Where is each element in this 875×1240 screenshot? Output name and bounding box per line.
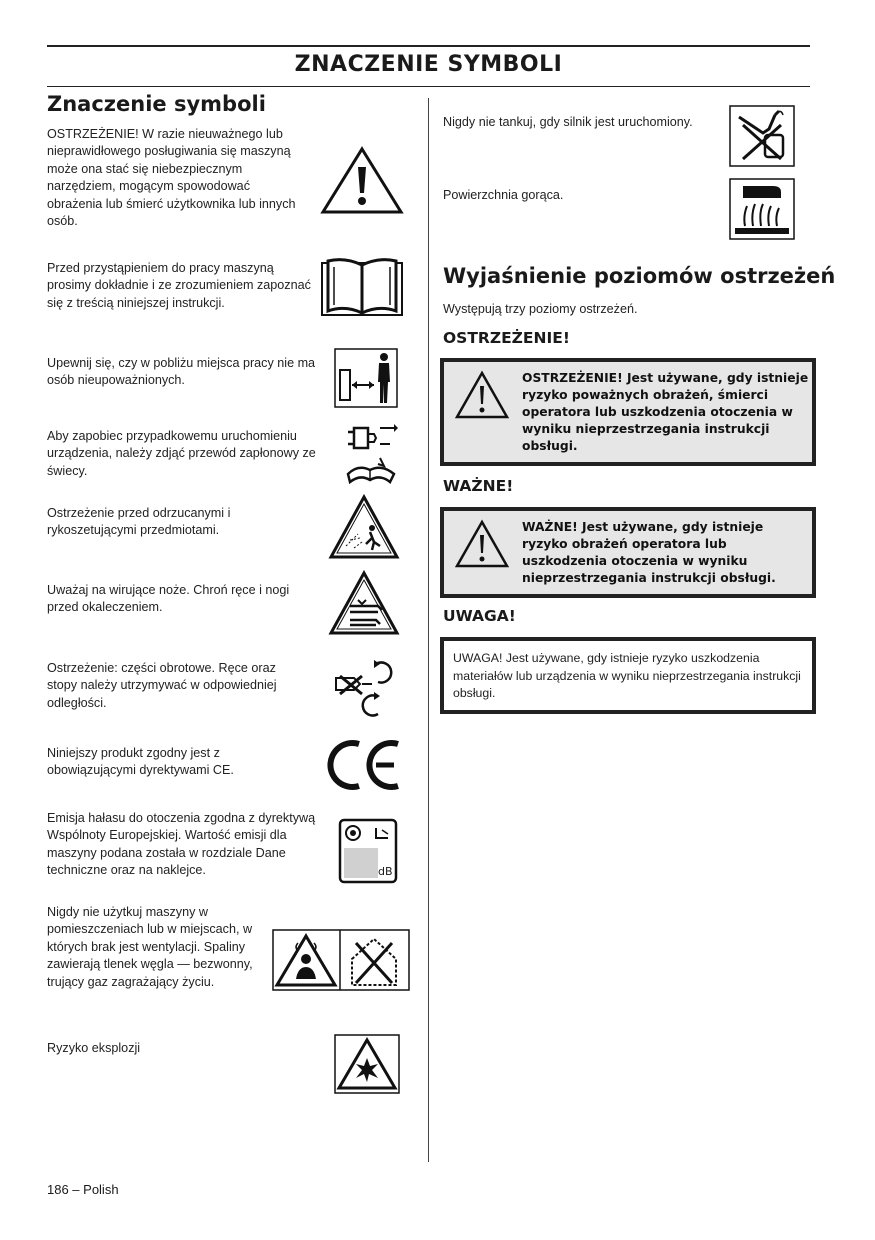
symbol-text-explosion: Ryzyko eksplozji [47,1041,141,1055]
symbol-text-ce: Niniejszy produkt zgodny jest z obowiązującymi dyrektywami CE. [47,746,234,778]
banner-rule [47,86,810,87]
page-banner-title: ZNACZENIE SYMBOLI [294,52,563,77]
no-refuel-running-icon [729,105,795,167]
warning-box-icon [454,370,510,420]
symbol-text-noise: Emisja hałasu do otoczenia zgodna z dyrektywą Wspólnoty Europejskiej. Wartość emisji dla maszyny podana została w rozdziale Dane techniczne oraz na naklejce. [47,811,316,878]
rotating-blades-icon [328,570,400,636]
note-box-text: UWAGA! Jest używane, gdy istnieje ryzyko uszkodzenia materiałów lub urządzenia w wyniku nieprzestrzegania instrukcji obsługi. [453,651,801,700]
spark-plug-manual-icon [340,418,402,484]
symbol-text-thrown-objects: Ostrzeżenie przed odrzucanymi i rykoszetującymi przedmiotami. [47,506,231,538]
warning-box-text: OSTRZEŻENIE! Jest używane, gdy istnieje ryzyko poważnych obrażeń, śmierci operatora lub uszkodzenia otoczenia w wyniku nieprzestrzegania instrukcji obsługi. [522,371,809,453]
warning-triangle-icon [320,145,404,215]
symbol-text-ventilation: Nigdy nie użytkuj maszyny w pomieszczeniach lub w miejscach, w których brak jest wentylacji. Spaliny zawierają tlenek węgla — bezwonny, trujący gaz zagrażający życiu. [47,905,253,989]
column-divider [428,98,429,1162]
section-title-symbols: Znaczenie symboli [47,92,266,116]
symbol-text-no-refuel: Nigdy nie tankuj, gdy silnik jest uruchomiony. [443,115,693,129]
symbol-text-rotating-parts: Ostrzeżenie: części obrotowe. Ręce oraz stopy należy utrzymywać w odpowiedniej odległości. [47,661,277,710]
open-book-icon [320,255,404,317]
symbol-text-hot-surface: Powierzchnia gorąca. [443,188,564,202]
note-box [440,637,816,714]
symbol-text-rotating-blades: Uważaj na wirujące noże. Chroń ręce i nogi przed okaleczeniem. [47,583,290,615]
exhaust-gas-ventilation-icon [272,929,410,991]
symbol-text-spark-plug: Aby zapobiec przypadkowemu uruchomieniu urządzenia, należy zdjąć przewód zapłonowy ze świecy. [47,429,316,478]
db-label: dB [378,865,393,878]
safety-distance-person-icon [334,348,398,408]
heading-warning: OSTRZEŻENIE! [443,329,570,347]
symbol-text-manual: Przed przystąpieniem do pracy maszyną prosimy dokładnie i ze zrozumieniem zapoznać się z treścią niniejszej instrukcji. [47,261,311,310]
important-box-text: WAŻNE! Jest używane, gdy istnieje ryzyko obrażeń operatora lub uszkodzenia otoczenia w wyniku nieprzestrzegania instrukcji obsługi. [522,520,776,585]
heading-important: WAŻNE! [443,477,514,495]
section-title-warning-levels: Wyjaśnienie poziomów ostrzeżeń [443,264,836,288]
page-footer: 186 – Polish [47,1182,119,1197]
warning-box [440,358,816,466]
warning-levels-intro: Występują trzy poziomy ostrzeżeń. [443,302,638,316]
noise-emission-icon [338,818,398,884]
hot-surface-icon [729,178,795,240]
thrown-objects-icon [328,494,400,560]
important-box [440,507,816,598]
explosion-risk-icon [334,1034,400,1094]
heading-note: UWAGA! [443,607,516,625]
ce-mark-icon [326,736,402,794]
important-box-icon [454,519,510,569]
symbol-text-warning: OSTRZEŻENIE! W razie nieuważnego lub nieprawidłowego posługiwania się maszyną może ona stać się niebezpiecznym narzędziem, mogącym spowodować obrażenia lub śmierć użytkownika lub innych osób. [47,127,296,229]
rotating-parts-icon [332,652,398,718]
symbol-text-bystanders: Upewnij się, czy w pobliżu miejsca pracy nie ma osób nieupoważnionych. [47,356,316,388]
top-rule [47,45,810,47]
